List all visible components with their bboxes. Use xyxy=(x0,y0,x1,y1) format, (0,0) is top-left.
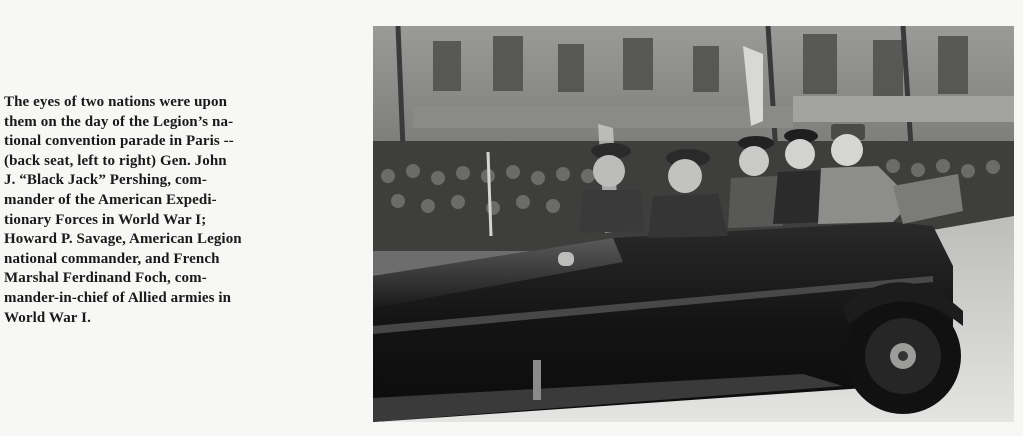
photo-illustration xyxy=(373,26,1014,422)
caption-line: tional convention parade in Paris -- xyxy=(4,133,234,150)
caption-line: Marshal Ferdinand Foch, com- xyxy=(4,270,207,287)
shop-awning xyxy=(413,106,793,128)
caption-line: them on the day of the Legion’s na- xyxy=(4,113,234,130)
parade-photograph xyxy=(373,26,1014,422)
caption-line: national commander, and French xyxy=(4,250,220,267)
caption-line: Howard P. Savage, American Legion xyxy=(4,231,242,248)
caption-line: (back seat, left to right) Gen. John xyxy=(4,152,227,169)
step-bracket xyxy=(533,360,541,400)
balcony xyxy=(793,96,1014,122)
caption-line: tionary Forces in World War I; xyxy=(4,211,207,228)
caption-line: World War I. xyxy=(4,309,91,326)
caption-line: mander of the American Expedi- xyxy=(4,191,217,208)
caption-line: mander-in-chief of Allied armies in xyxy=(4,289,232,306)
rear-wheel xyxy=(845,298,961,414)
caption-line: The eyes of two nations were upon xyxy=(4,94,228,110)
photo-caption xyxy=(4,93,332,328)
headlamp xyxy=(558,252,574,266)
caption-line: J. “Black Jack” Pershing, com- xyxy=(4,172,207,189)
